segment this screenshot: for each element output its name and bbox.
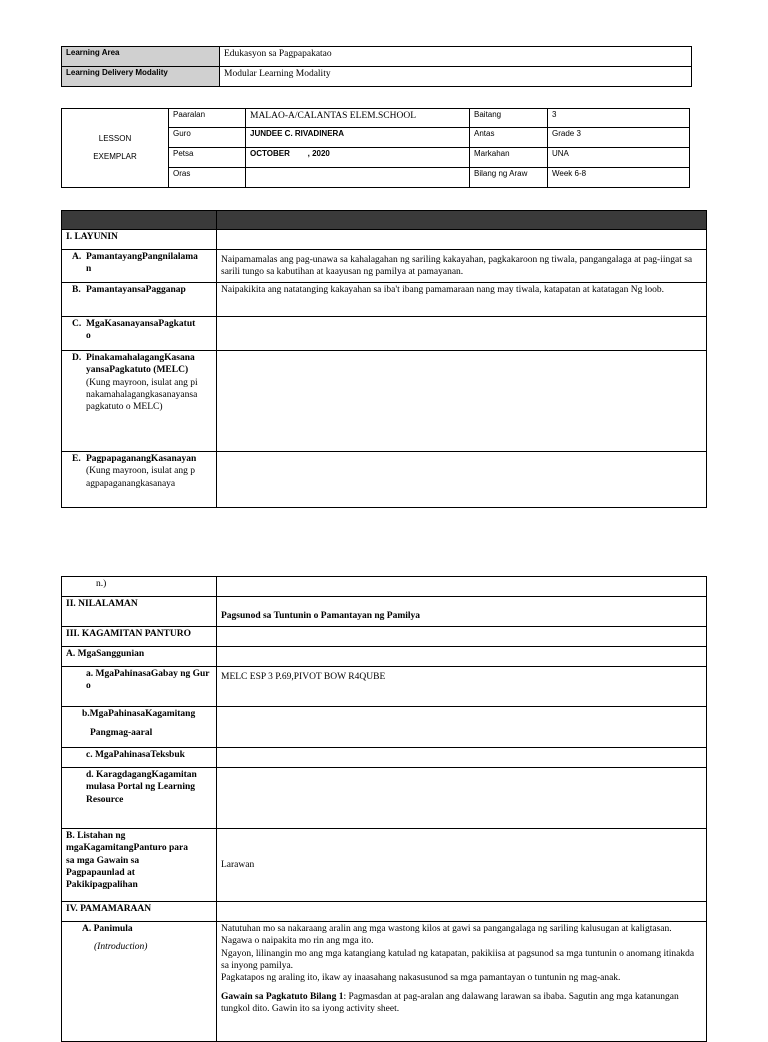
pamamaraan-heading: IV. PAMAMARAAN <box>62 902 217 922</box>
petsa-value: OCTOBER , 2020 <box>246 148 470 168</box>
guro-label: Guro <box>169 128 246 148</box>
melc-label: D. PinakamahalagangKasanayansaPagkatuto (MELC) (Kung mayroon, isulat ang pinakamahalagangkasanayansapagkatuto o MELC) <box>62 351 217 452</box>
pagpapaganang-kasanayan-label: E. PagpapaganangKasanayan(Kung mayroon, isulat ang pagpapaganangkasanaya <box>62 452 217 508</box>
delivery-modality-value: Modular Learning Modality <box>220 67 692 87</box>
header-cell-left <box>62 211 217 230</box>
paaralan-value: MALAO-A/CALANTAS ELEM.SCHOOL <box>246 109 470 128</box>
layunin-table <box>61 210 707 508</box>
layunin-heading: I. LAYUNIN <box>62 230 217 250</box>
baitang-value: 3 <box>548 109 690 128</box>
teksbuk-content <box>217 748 707 768</box>
gawain-text: : Pagmasdan at pag-aralan ang dalawang larawan sa ibaba. Sagutin ang mga katanungan tungkol dito. Gawin ito sa iyong activity sheet. <box>221 991 679 1015</box>
oras-value <box>246 168 470 188</box>
delivery-modality-label: Learning Delivery Modality <box>62 67 220 87</box>
panimula-label: A. Panimula (Introduction) <box>62 922 217 1042</box>
gabay-ng-guro-content: MELC ESP 3 P.69,PIVOT BOW R4QUBE <box>217 667 707 707</box>
pamantayan-sa-pagganap-content: Naipakikita ang natatanging kakayahan sa iba't ibang pamamaraan nang may tiwala, katapatan at katatagan Ng loob. <box>217 283 707 317</box>
learning-area-table <box>61 46 692 87</box>
markahan-value: UNA <box>548 148 690 168</box>
nilalaman-content: Pagsunod sa Tuntunin o Pamantayan ng Pamilya <box>217 597 707 627</box>
pamantayan-sa-pagganap-label: B. PamantayansaPagganap <box>62 283 217 317</box>
melc-content <box>217 351 707 452</box>
gabay-ng-guro-label: a. MgaPahinasaGabay ng Guro <box>62 667 217 707</box>
antas-label: Antas <box>470 128 548 148</box>
learning-area-value: Edukasyon sa Pagpapakatao <box>220 47 692 67</box>
lesson-info-table <box>61 108 690 188</box>
pamamaraan-empty <box>217 902 707 922</box>
mga-kasanayan-content <box>217 317 707 351</box>
karagdagang-kagamitan-label: d. KaragdagangKagamitan mulasa Portal ng Learning Resource <box>62 768 217 829</box>
mga-kasanayan-label: C. MgaKasanayansaPagkatuto <box>62 317 217 351</box>
paaralan-label: Paaralan <box>169 109 246 128</box>
bilang-ng-araw-label: Bilang ng Araw <box>470 168 548 188</box>
karagdagang-kagamitan-content <box>217 768 707 829</box>
sanggunian-empty <box>217 647 707 667</box>
lesson-exemplar-cell <box>62 109 169 188</box>
continuation-label: n.) <box>62 577 217 597</box>
gawain-title: Gawain sa Pagkatuto Bilang 1 <box>221 991 344 1002</box>
nilalaman-table <box>61 576 707 1042</box>
panimula-content: Natutuhan mo sa nakaraang aralin ang mga wastong kilos at gawi sa pangangalaga ng sariling kalusugan at kaligtasan. Nagawa o naipakita mo rin ang mga ito. Ngayon, lilinangin mo ang mga katangiang katulad ng katapatan, pakikiisa at pagsunod sa mga tuntunin o anomang itinakda sa inyong pamilya. Pagkatapos ng araling ito, ikaw ay inaasahang nakasusunod sa mga pamantayan o tuntunin ng mag-anak. Gawain sa Pagkatuto Bilang 1: Pagmasdan at pag-aralan ang dalawang larawan sa ibaba. Sagutin ang mga katanungan tungkol dito. Gawin ito sa iyong activity sheet. <box>217 922 707 1042</box>
kagamitan-panturo-heading: III. KAGAMITAN PANTURO <box>62 627 217 647</box>
exemplar-label: EXEMPLAR <box>93 152 137 161</box>
learning-area-label: Learning Area <box>62 47 220 67</box>
markahan-label: Markahan <box>470 148 548 168</box>
pamantayang-pangnilalaman-label: A. PamantayangPangnilalaman <box>62 250 217 283</box>
kagamitang-pangmag-aaral-label: b.MgaPahinasaKagamitang Pangmag-aaral <box>62 707 217 748</box>
lesson-label: LESSON <box>98 133 132 143</box>
kagamitan-panturo-empty <box>217 627 707 647</box>
baitang-label: Baitang <box>470 109 548 128</box>
nilalaman-heading: II. NILALAMAN <box>62 597 217 627</box>
listahan-label: B. Listahan ng mgaKagamitangPanturo para sa mga Gawain sa Pagpapaunlad at Pakikipagpalihan <box>62 829 217 902</box>
layunin-empty <box>217 230 707 250</box>
header-cell-right <box>217 211 707 230</box>
oras-label: Oras <box>169 168 246 188</box>
petsa-label: Petsa <box>169 148 246 168</box>
antas-value: Grade 3 <box>548 128 690 148</box>
bilang-ng-araw-value: Week 6-8 <box>548 168 690 188</box>
sanggunian-heading: A. MgaSanggunian <box>62 647 217 667</box>
pagpapaganang-kasanayan-content <box>217 452 707 508</box>
pamantayang-pangnilalaman-content: Naipamamalas ang pag-unawa sa kahalagahan ng sariling kakayahan, pagkakaroon ng tiwala, pangangalaga at pag-iingat sa sarili tungo sa kabutihan at kaayusan ng pamilya at pamayanan. <box>217 250 707 283</box>
listahan-content: Larawan <box>217 829 707 902</box>
continuation-empty <box>217 577 707 597</box>
guro-value: JUNDEE C. RIVADINERA <box>246 128 470 148</box>
kagamitang-pangmag-aaral-content <box>217 707 707 748</box>
teksbuk-label: c. MgaPahinasaTeksbuk <box>62 748 217 768</box>
